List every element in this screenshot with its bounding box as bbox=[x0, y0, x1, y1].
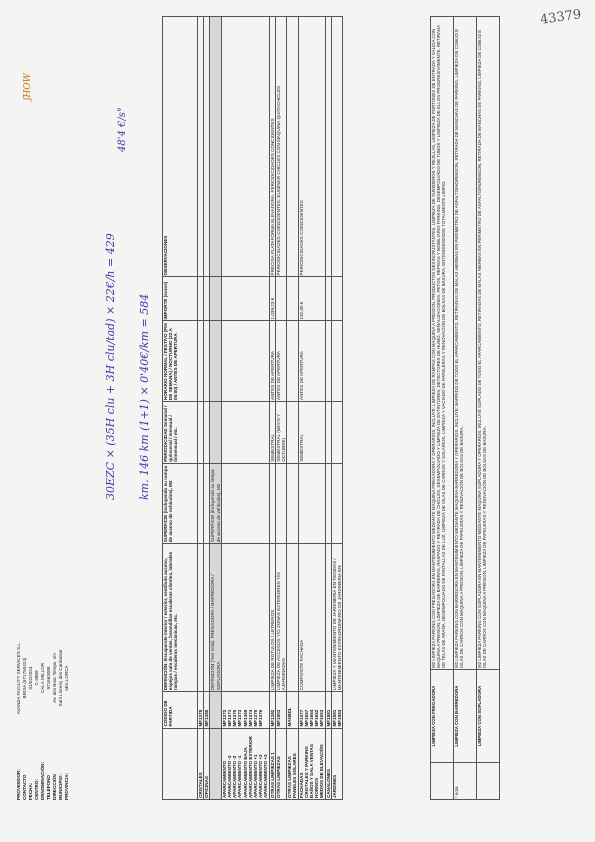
definition-row bbox=[477, 17, 500, 800]
code-cell bbox=[331, 692, 342, 728]
code-cell bbox=[275, 692, 286, 728]
header-key: FECHA: bbox=[28, 782, 33, 800]
note-cell bbox=[477, 763, 500, 800]
column-header: CODIGO DE PARTIDA bbox=[163, 692, 198, 728]
cell-obs: PRECISA PLATAFORMA ELEVADORA. PERIODICIDADES CONCIDENTES bbox=[269, 17, 275, 277]
cell-hor: ANTES DE APERTURA bbox=[298, 321, 325, 402]
header-key: CONTACTO bbox=[22, 774, 27, 800]
category-label: CRISTALES bbox=[198, 772, 203, 798]
category-cell bbox=[221, 728, 269, 799]
partida-code: MF1657 bbox=[303, 709, 309, 727]
partida-code: MF1653 bbox=[319, 709, 325, 727]
cell-per bbox=[287, 401, 298, 463]
subcategory-label: APARCAMIENTO -1 bbox=[237, 755, 243, 798]
category-cell bbox=[298, 728, 325, 799]
subcategory-label: PANELES SOLARES bbox=[292, 753, 298, 798]
cell-hor bbox=[287, 321, 298, 402]
column-header: PERIODICIDAD Semanal / quincenal / mensual / bimensual / etc. bbox=[163, 401, 198, 463]
category-cell bbox=[331, 728, 342, 799]
column-header: HORARIO NORMAL / FESTIVO (FIN DE SEMANA) / NOCTURNO (22 A 06:00) / ANTES DE APERTURA bbox=[163, 321, 198, 402]
header-row bbox=[64, 618, 70, 800]
subcategory-label: APARCAMIENTO +3 bbox=[263, 754, 269, 798]
note-label: * nota bbox=[454, 786, 459, 798]
code-cell bbox=[210, 692, 221, 728]
cell-hor bbox=[331, 321, 342, 402]
partida-code: MF1376 bbox=[258, 709, 264, 727]
definition-name: LIMPIEZA CON FREGADORA bbox=[431, 670, 454, 763]
partida-code: MF1380 bbox=[204, 709, 210, 727]
subcategory-label: APARCAMIENTO -2 bbox=[232, 755, 238, 798]
cell-hor: ANTES DE APERTURA bbox=[269, 321, 275, 402]
cell-sup bbox=[331, 463, 342, 544]
cleaning-table bbox=[162, 16, 343, 800]
partida-code: MF1369 bbox=[242, 709, 248, 727]
header-key: PROVEEDOR: bbox=[16, 769, 21, 800]
partida-code: MF1374 bbox=[247, 709, 253, 727]
category-cell bbox=[275, 728, 286, 799]
cell-sup bbox=[287, 463, 298, 544]
header-key: DENOMINACIÓN: bbox=[40, 761, 45, 800]
partida-code: MF1881 bbox=[325, 709, 331, 727]
cell-imp bbox=[210, 277, 221, 321]
cell-imp bbox=[331, 277, 342, 321]
table-row bbox=[221, 17, 269, 800]
subcategory-label: HORNOS bbox=[314, 777, 320, 798]
cell-imp: 1.039,23 € bbox=[269, 277, 275, 321]
cell-def: LIMPIEZA DE ROTULOS / LETREROS bbox=[269, 544, 275, 692]
column-header: SUPERFICIE (incluyendo su rampa de acceso de vehículos), M2 bbox=[163, 463, 198, 544]
header-key: PROVINCIA: bbox=[64, 772, 69, 800]
cell-obs bbox=[221, 17, 269, 277]
definition-text: M2 LIMPIEZA PARKING CON SOPLADORA EN MANTENIMIENTO MEDIANTE MAQUINA SOPLADORA Y OPERARIOS. INCLUYE SOPLADO DE TODO EL APARCAMIENTO, RETIRADAS DE MALAS HIERBAS EN PERIMETRO DE ASFALTO/HORMIGON, RETIRADA DE MANCHAS DE PARKING, LIMPIEZA DE COBIJO E ISLAS DE CARROS CON MAQUINA A PRESION, LIMPIEZA DE PAPELERAS Y RENOVACIÓN DE BOLSAS DE BASURA. bbox=[477, 17, 500, 670]
cell-per: SEMESTRAL bbox=[269, 401, 275, 463]
definition-row bbox=[454, 17, 477, 800]
partida-code: MF1377 bbox=[298, 709, 304, 727]
cell-imp bbox=[275, 277, 286, 321]
code-cell bbox=[287, 692, 298, 728]
subcategory-label: BAÑOS Y SALA VENTAS bbox=[309, 744, 315, 798]
note-cell bbox=[454, 763, 477, 800]
category-label: OTRAS LIMPIEZAS bbox=[287, 756, 293, 798]
cell-hor bbox=[210, 321, 221, 402]
header-value: MALLORCA bbox=[64, 665, 69, 691]
table-header-row bbox=[163, 17, 198, 800]
definition-name: LIMPIEZA CON BARREDORA bbox=[454, 670, 477, 763]
partida-code: MF1370 bbox=[232, 709, 238, 727]
definition-text: M2 LIMPIEZA PARKING CON BARREDORA EN MANTENIMIENTO MEDIANTE MAQUINA BARREDORA Y OPERARIOS. INCLUYE: BARRIDO DE TODO EL APARCAMIENTO, RETIRADAS DE MALAS HIERBAS EN PERIMETRO DE ASFALTO/HORMIGON, RETIRADA DE MANCHAS DE PARKING, LIMPIEZA DE COBIJO E ISLAS DE CARROS CON MAQUINA A PRESION, LIMPIEZA DE PAPELERAS Y RENOVACIÓN DE BOLSAS DE BASURA. bbox=[454, 17, 477, 670]
header-key: DIRECCIÓN bbox=[52, 774, 57, 800]
code-cell bbox=[298, 692, 325, 728]
header-key: CENTRO: bbox=[34, 779, 39, 800]
column-header: DEFINICIÓN: Escaparate interior / exterior, vestíbulo acceso, espejos sala de ventas, barandillas escaleras clientes, laterales rampas / escaleras mecánicas, etc. bbox=[163, 544, 198, 692]
header-key: MUNICIPIO: bbox=[58, 774, 63, 800]
header-value: C-3889 bbox=[34, 670, 39, 686]
subcategory-label: MEDIOS DE ELEVACIÓN bbox=[319, 744, 325, 798]
subcategory-label: APARCAMIENTO -3 bbox=[227, 755, 233, 798]
cell-per bbox=[331, 401, 342, 463]
cell-def: DEFINICIÓN (*ver nota). FREGADORA / BARREDORA / SOPLADORA bbox=[210, 544, 221, 692]
table-row bbox=[287, 17, 298, 800]
cell-obs bbox=[210, 17, 221, 277]
handwritten-calc-1: 30EZC × (35H clu + 3H clu/tad) × 22€/h = 429 bbox=[104, 233, 117, 500]
cell-def: COMPOSITE FACHADA bbox=[298, 544, 325, 692]
cell-hor: ANTES DE APERTURA bbox=[275, 321, 286, 402]
cell-sup: SUPERFICIE (incluyendo su rampa de acceso de vehículos), M2 bbox=[210, 463, 221, 544]
definition-name: LIMPIEZA CON SOPLADORA bbox=[477, 670, 500, 763]
subcategory-label: APARCAMIENTO EXTERIOR bbox=[247, 736, 253, 798]
subcategory-label: APARCAMIENTO BAJA bbox=[242, 747, 248, 798]
cell-def bbox=[287, 544, 298, 692]
handwritten-calc-2: km. 146 km (1+1) × 0'40€/km = 584 bbox=[138, 293, 151, 500]
subcategory-label: APARCAMIENTO +2 bbox=[258, 754, 264, 798]
category-cell bbox=[210, 728, 221, 799]
column-header bbox=[163, 728, 198, 799]
corner-mark: ʃHOW bbox=[23, 73, 33, 100]
cell-per bbox=[221, 401, 269, 463]
cell-obs bbox=[287, 17, 298, 277]
header-value: AVANZA FACILITY SERVICES S.L. bbox=[16, 641, 21, 715]
cell-sup bbox=[221, 463, 269, 544]
partida-code: MF1881 bbox=[331, 709, 337, 727]
table-row bbox=[275, 17, 286, 800]
definitions-table bbox=[430, 16, 500, 800]
category-label: APARCAMIENTO bbox=[221, 760, 227, 798]
code-cell bbox=[221, 692, 269, 728]
cell-sup bbox=[275, 463, 286, 544]
partida-code: MAN0DL bbox=[287, 707, 293, 727]
cell-def: LIMPIEZA DE ACCESOS Y/O ZONAS EXTERIORES Y/O AJARDINADAS bbox=[275, 544, 286, 692]
category-cell bbox=[287, 728, 298, 799]
subcategory-label: CRISTALES Y PARKING bbox=[303, 746, 309, 798]
subcategory-label: FACHADAS bbox=[298, 772, 304, 798]
cell-sup bbox=[298, 463, 325, 544]
header-block bbox=[16, 618, 70, 800]
header-key: TELEFONO bbox=[46, 774, 51, 800]
partida-code: MF1652 bbox=[314, 709, 320, 727]
table-row bbox=[210, 17, 221, 800]
partida-code: MF1371 bbox=[227, 709, 233, 727]
category-label: CANALONES bbox=[325, 768, 331, 798]
cell-def: LIMPIEZA Y MANTENIMIENTO DE JARDINERIA EN TIENDAS / MANTENIMIENTO EXTRAORDINARIO DE JARDINERIA EN bbox=[331, 544, 342, 692]
partida-code: MF1883 bbox=[337, 709, 343, 727]
cell-per bbox=[210, 401, 221, 463]
definition-text: M2 LIMPIEZA PARKING CON FREGADORA EN MANTENIMIENTO MEDIANTE MAQUINA FREGADORA Y OPERARIOS. INCLUYE: LIMPIEZA DE RAMPAS CON MAQUINA A PRESION, PRODUCTOS DESINCRUSTANTES, LIMPIEZA DE SUMIDEROS Y REJILLAS, LIMPIEZA DE PORTONES DE ENTRADA Y SALIDA CON MAQUINA A PRESION, LIMPIEZA DE BARRERAS, RASPADO Y RETIRADA DE CHICLES, DESEMPOLVADO Y LIMPIEZA DE EXTINTORES, DETECTORES DE HUMO, SEÑALIZACIONES, PETOS, REPISAS Y MOBILIARIO PARKING, DESEMPOLVADO DE TUBOS Y LIMPIEZA DE ELLOS PROGRESIVAMENTE, RETIRADA DE TELAS DE ARAÑA, DESEMPOLVADO DE PANTALLAS DE LUZ, LIMPIEZA DE ISLAS DE CARROS Y SOLARIOS, LIMPIEZA Y VACIADO DE PAPELERAS Y RENOVACIÓN DE BOLSAS DE BASURA, ENTENDIENDOSE TOTALMENTE LIMPIO. bbox=[431, 17, 454, 670]
cell-per: SEMESTRAL bbox=[298, 401, 325, 463]
table-row bbox=[331, 17, 342, 800]
category-label: OTRAS LIMPIEZAS bbox=[275, 756, 281, 798]
partida-code: MF1375 bbox=[253, 709, 259, 727]
category-label: OTRAS LIMPIEZAS 1 bbox=[269, 752, 275, 798]
corner-note: 43379 bbox=[538, 7, 582, 28]
cell-obs bbox=[331, 17, 342, 277]
note-cell bbox=[431, 763, 454, 800]
category-label: OFICINAS bbox=[204, 776, 210, 798]
cell-imp bbox=[287, 277, 298, 321]
table-row bbox=[298, 17, 325, 800]
partida-code: MF1373 bbox=[237, 709, 243, 727]
handwritten-side-note: 48'4 €/s° bbox=[117, 107, 128, 152]
partida-code: MF1654 bbox=[309, 709, 315, 727]
column-header: OBSERVACIONES bbox=[163, 17, 198, 277]
column-header: IMPORTE (euros) bbox=[163, 277, 198, 321]
header-value: Av. des Bosc Temps, s/n bbox=[52, 653, 57, 703]
definition-row bbox=[431, 17, 454, 800]
cell-obs: PERIODICIDADES COINCIDENTES bbox=[298, 17, 325, 277]
partida-code: MF1378 bbox=[198, 709, 203, 727]
header-value: BRISA (971750424) bbox=[22, 657, 27, 699]
cell-def bbox=[221, 544, 269, 692]
cell-imp: 192,00 € bbox=[298, 277, 325, 321]
header-value: CALA MILLOR bbox=[40, 662, 45, 694]
header-value: 01/02/2024 bbox=[28, 666, 33, 690]
partida-code: MF1382 bbox=[269, 709, 275, 727]
category-label: JARDINES bbox=[331, 774, 337, 798]
document-sheet bbox=[16, 0, 576, 800]
header-value: 971663088 bbox=[46, 666, 51, 690]
cell-per: SEMESTRAL (MAYO Y OCTUBRE) bbox=[275, 401, 286, 463]
subcategory-label: APARCAMIENTO +1 bbox=[253, 754, 259, 798]
partida-code: MF1903 bbox=[275, 709, 281, 727]
cell-imp bbox=[221, 277, 269, 321]
cell-hor bbox=[221, 321, 269, 402]
header-value: Sant Llorenç des Cardassar bbox=[58, 649, 63, 707]
cell-obs: PERIODICIDADES COINCIDENTES: ELIMINAR CHICLES CON MAQUINA QUITACHICLES bbox=[275, 17, 286, 277]
partida-code: MF1372 bbox=[221, 709, 227, 727]
